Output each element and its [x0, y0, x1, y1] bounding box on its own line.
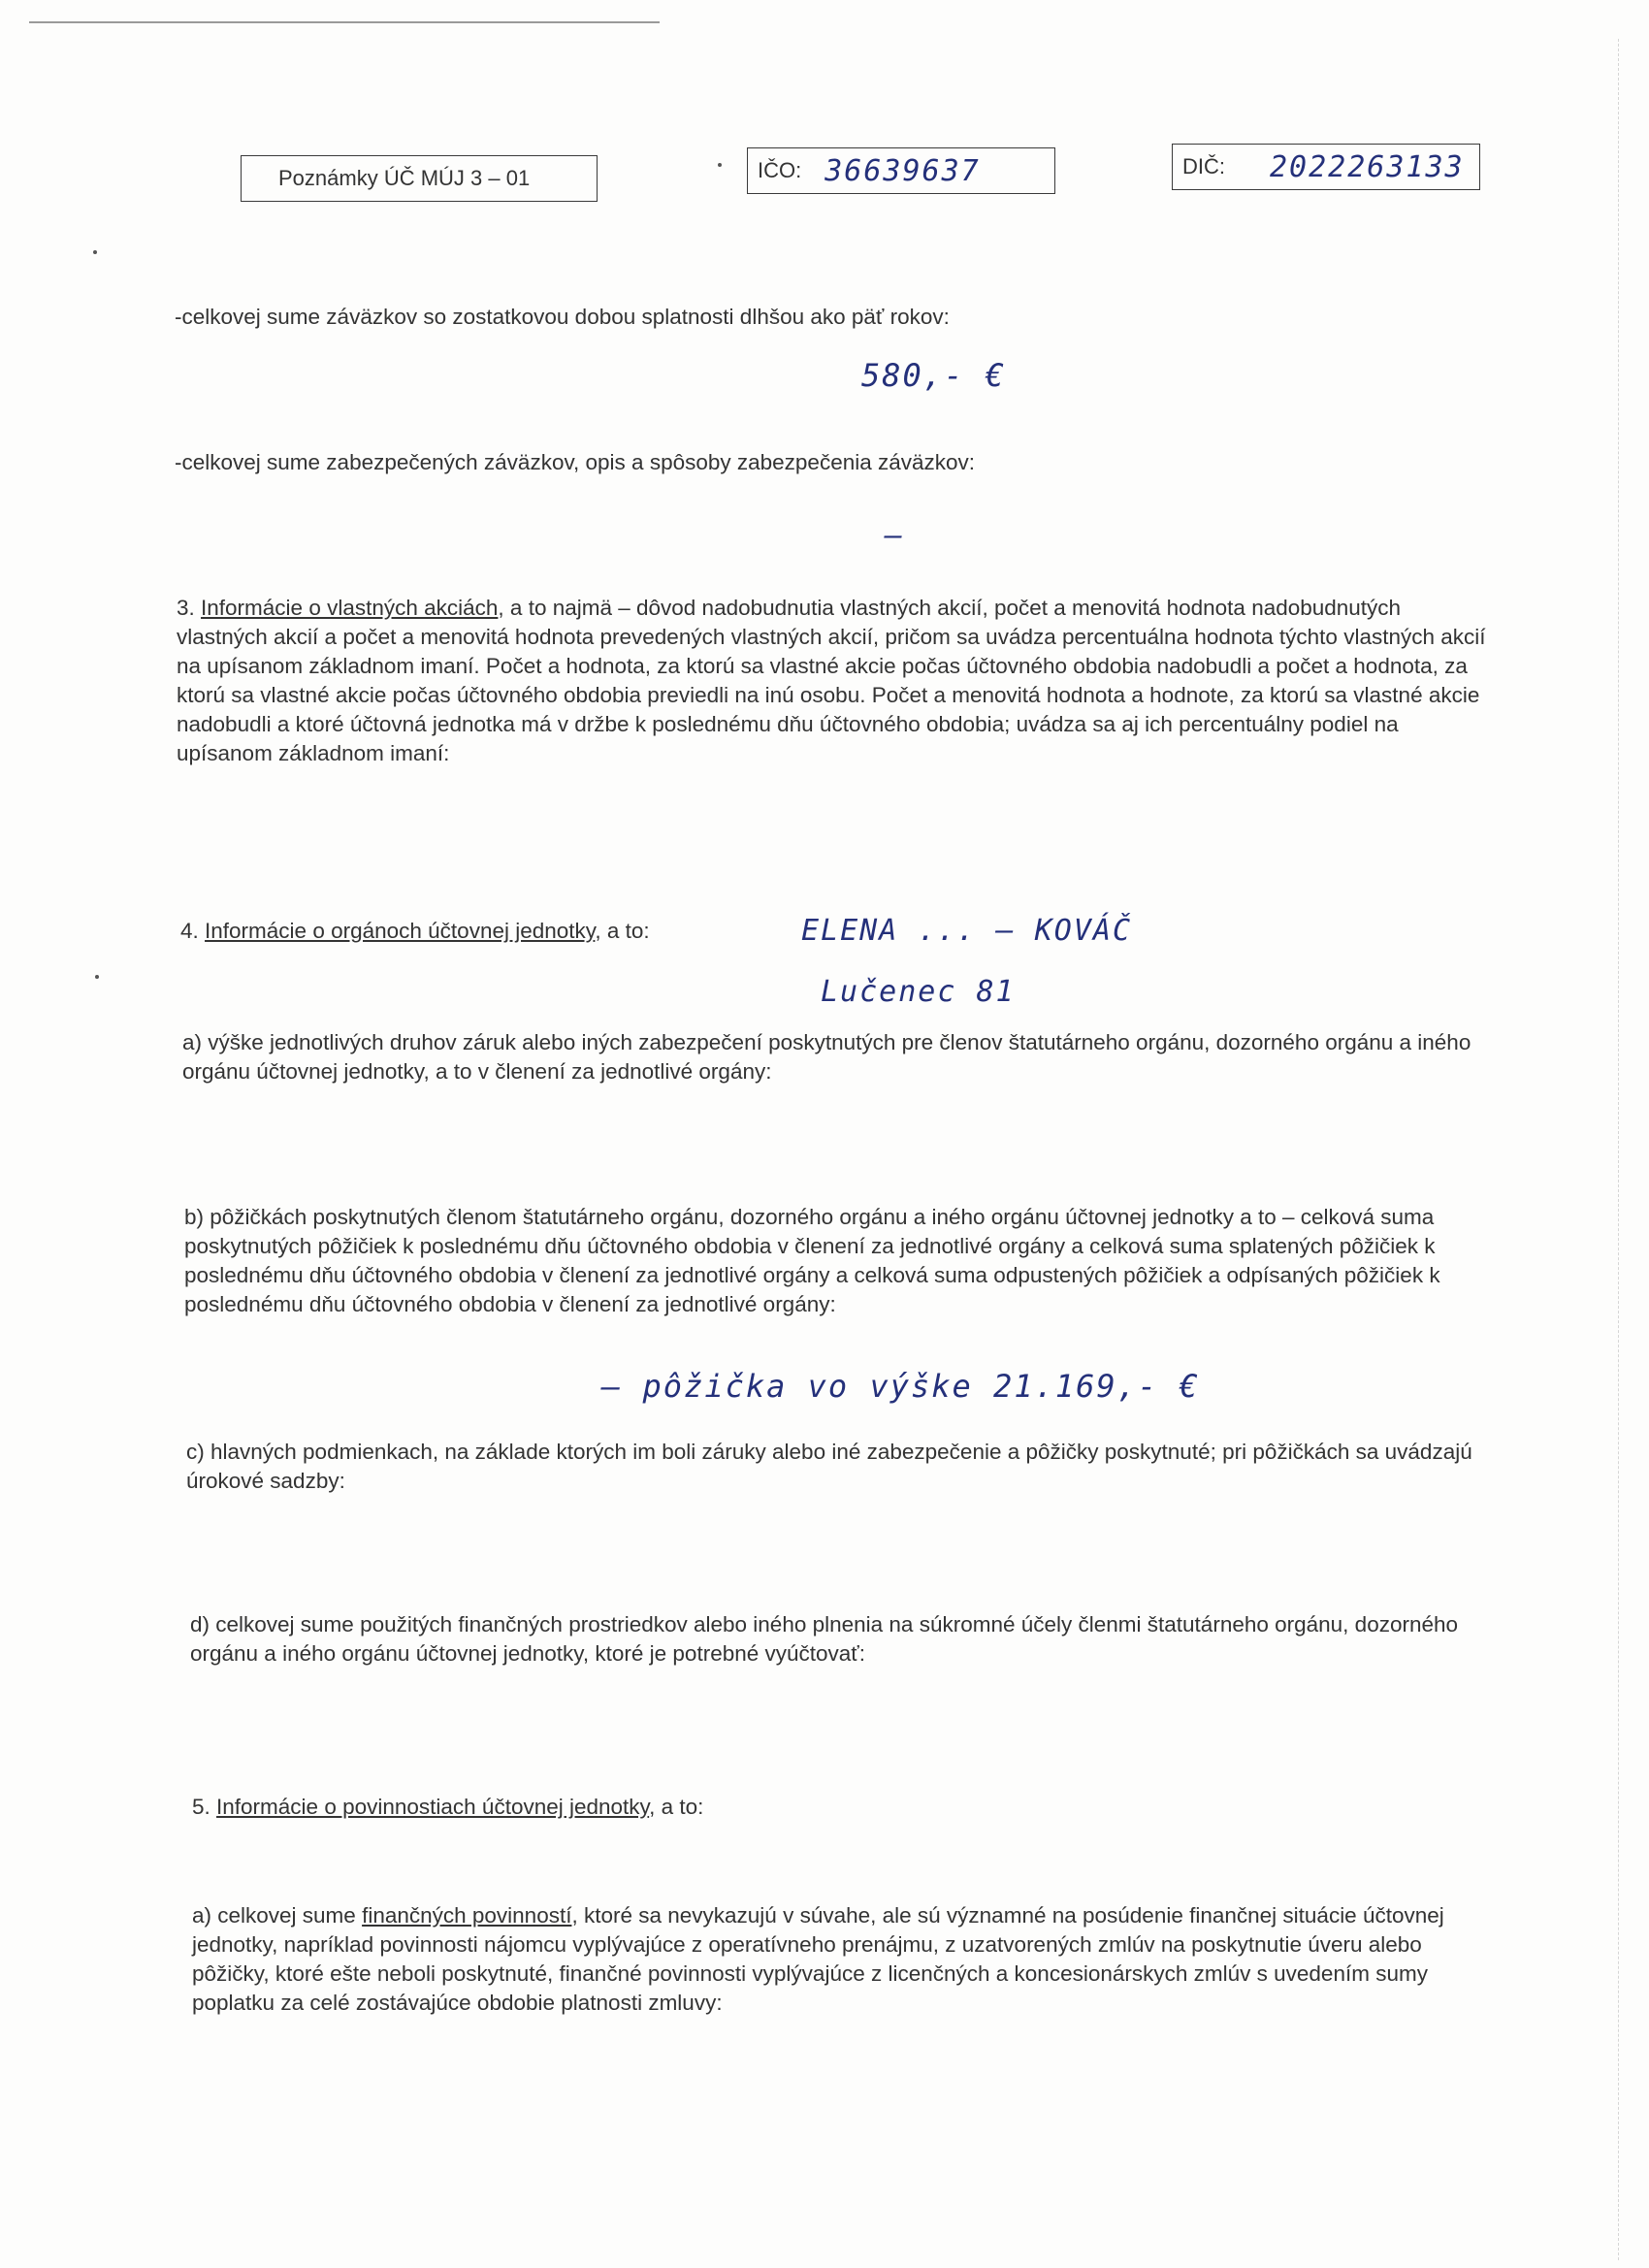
own-shares-section [177, 594, 1486, 768]
long-term-liabilities-text: -celkovej sume záväzkov so zostatkovou dobou splatnosti dlhšou ako päť rokov: [175, 305, 950, 329]
ico-box [747, 147, 1055, 194]
bodies-item-a: a) výške jednotlivých druhov záruk alebo iných zabezpečení poskytnutých pre členov štatutárneho orgánu, dozorného orgánu a iného orgánu účtovnej jednotky, a to v členení za jednotlivé orgány: [182, 1030, 1471, 1084]
obligations-suffix: , a to: [649, 1795, 704, 1819]
obligations-heading [192, 1793, 1065, 1822]
scan-speck [718, 163, 722, 167]
section-number: 4. [180, 919, 199, 943]
top-rule [29, 21, 660, 23]
form-label-box [241, 155, 598, 202]
secured-liabilities-handwritten: – [885, 519, 905, 553]
own-shares-body: , a to najmä – dôvod nadobudnutia vlastných akcií, počet a menovitá hodnota nadobudnutých vlastných akcií a počet a menovitá hodnota prevedených vlastných akcií, pričom sa uvádza percentuálna hodnota týchto vlastných akcií na upísanom základnom imaní. Počet a hodnota, za ktorú sa vlastné akcie počas účtovného obdobia nadobudli a počet a hodnota, za ktorú sa vlastné akcie počas účtovného obdobia previedli na inú osobu. Počet a menovitá hodnota a hodnote, za ktorú sa vlastné akcie nadobudli a ktoré účtovná jednotka má v držbe k poslednému dňu účtovného obdobia; uvádza sa aj ich percentuálny podiel na upísanom základnom imaní: [177, 596, 1486, 765]
bodies-title: Informácie o orgánoch účtovnej jednotky [205, 919, 596, 943]
own-shares-title: Informácie o vlastných akciách [201, 596, 499, 620]
obligations-title: Informácie o povinnostiach účtovnej jednotky [216, 1795, 650, 1819]
dic-box [1172, 144, 1480, 190]
scan-speck [93, 250, 97, 254]
bodies-item-d: d) celkovej sume použitých finančných prostriedkov alebo iného plnenia na súkromné účely členmi štatutárneho orgánu, dozorného orgánu a iného orgánu účtovnej jednotky, ktoré je potrebné vyúčtovať: [190, 1612, 1459, 1666]
bodies-item-b: b) pôžičkách poskytnutých členom štatutárneho orgánu, dozorného orgánu a iného orgánu účtovnej jednotky a to – celková suma poskytnutých pôžičiek k poslednému dňu účtovného obdobia v členení za jednotlivé orgány a celková suma splatených pôžičiek k poslednému dňu účtovného obdobia v členení za jednotlivé orgány a celková suma odpustených pôžičiek a odpísaných pôžičiek k poslednému dňu účtovného obdobia v členení za jednotlivé orgány: [184, 1205, 1440, 1316]
bodies-heading [180, 917, 782, 946]
obligations-a-body: , ktoré sa nevykazujú v súvahe, ale sú významné na posúdenie finančnej situácie účtovnej jednotky, napríklad povinnosti nájomcu vyplývajúce z operatívneho prenájmu, z uzatvorených zmlúv na poskytnutie úveru alebo pôžičky, ktoré ešte neboli poskytnuté, finančné povinnosti vyplývajúce z licenčných a koncesionárskych zmlúv s uvedením sumy poplatku za celé zostávajúce obdobie platnosti zmluvy: [192, 1903, 1444, 2015]
secured-liabilities-text: -celkovej sume zabezpečených záväzkov, opis a spôsoby zabezpečenia záväzkov: [175, 450, 976, 474]
dic-value: 2022263133 [1270, 149, 1465, 184]
dic-label: DIČ: [1182, 154, 1225, 178]
section-number: 3. [177, 596, 195, 620]
obligations-a-prefix: a) celkovej sume [192, 1903, 363, 1928]
bodies-suffix: , a to: [595, 919, 650, 943]
ico-value: 36639637 [824, 153, 981, 188]
ico-label: IČO: [758, 158, 802, 182]
obligations-item-a [192, 1901, 1502, 2018]
right-edge-line [1618, 39, 1619, 2260]
long-term-liabilities-handwritten: 580,- € [861, 357, 1006, 394]
bodies-handwritten-name: ELENA ... – KOVÁČ [801, 914, 1133, 948]
section-number: 5. [192, 1795, 210, 1819]
bodies-item-b-handwritten: – pôžička vo výške 21.169,- € [601, 1368, 1200, 1405]
scan-speck [95, 975, 99, 979]
bodies-handwritten-address: Lučenec 81 [821, 975, 1016, 1009]
obligations-a-underlined: finančných povinností [362, 1903, 572, 1928]
form-label: Poznámky ÚČ MÚJ 3 – 01 [278, 166, 531, 190]
bodies-item-c: c) hlavných podmienkach, na základe ktorých im boli záruky alebo iné zabezpečenie a pôžičky poskytnuté; pri pôžičkách sa uvádzajú úrokové sadzby: [186, 1440, 1472, 1493]
